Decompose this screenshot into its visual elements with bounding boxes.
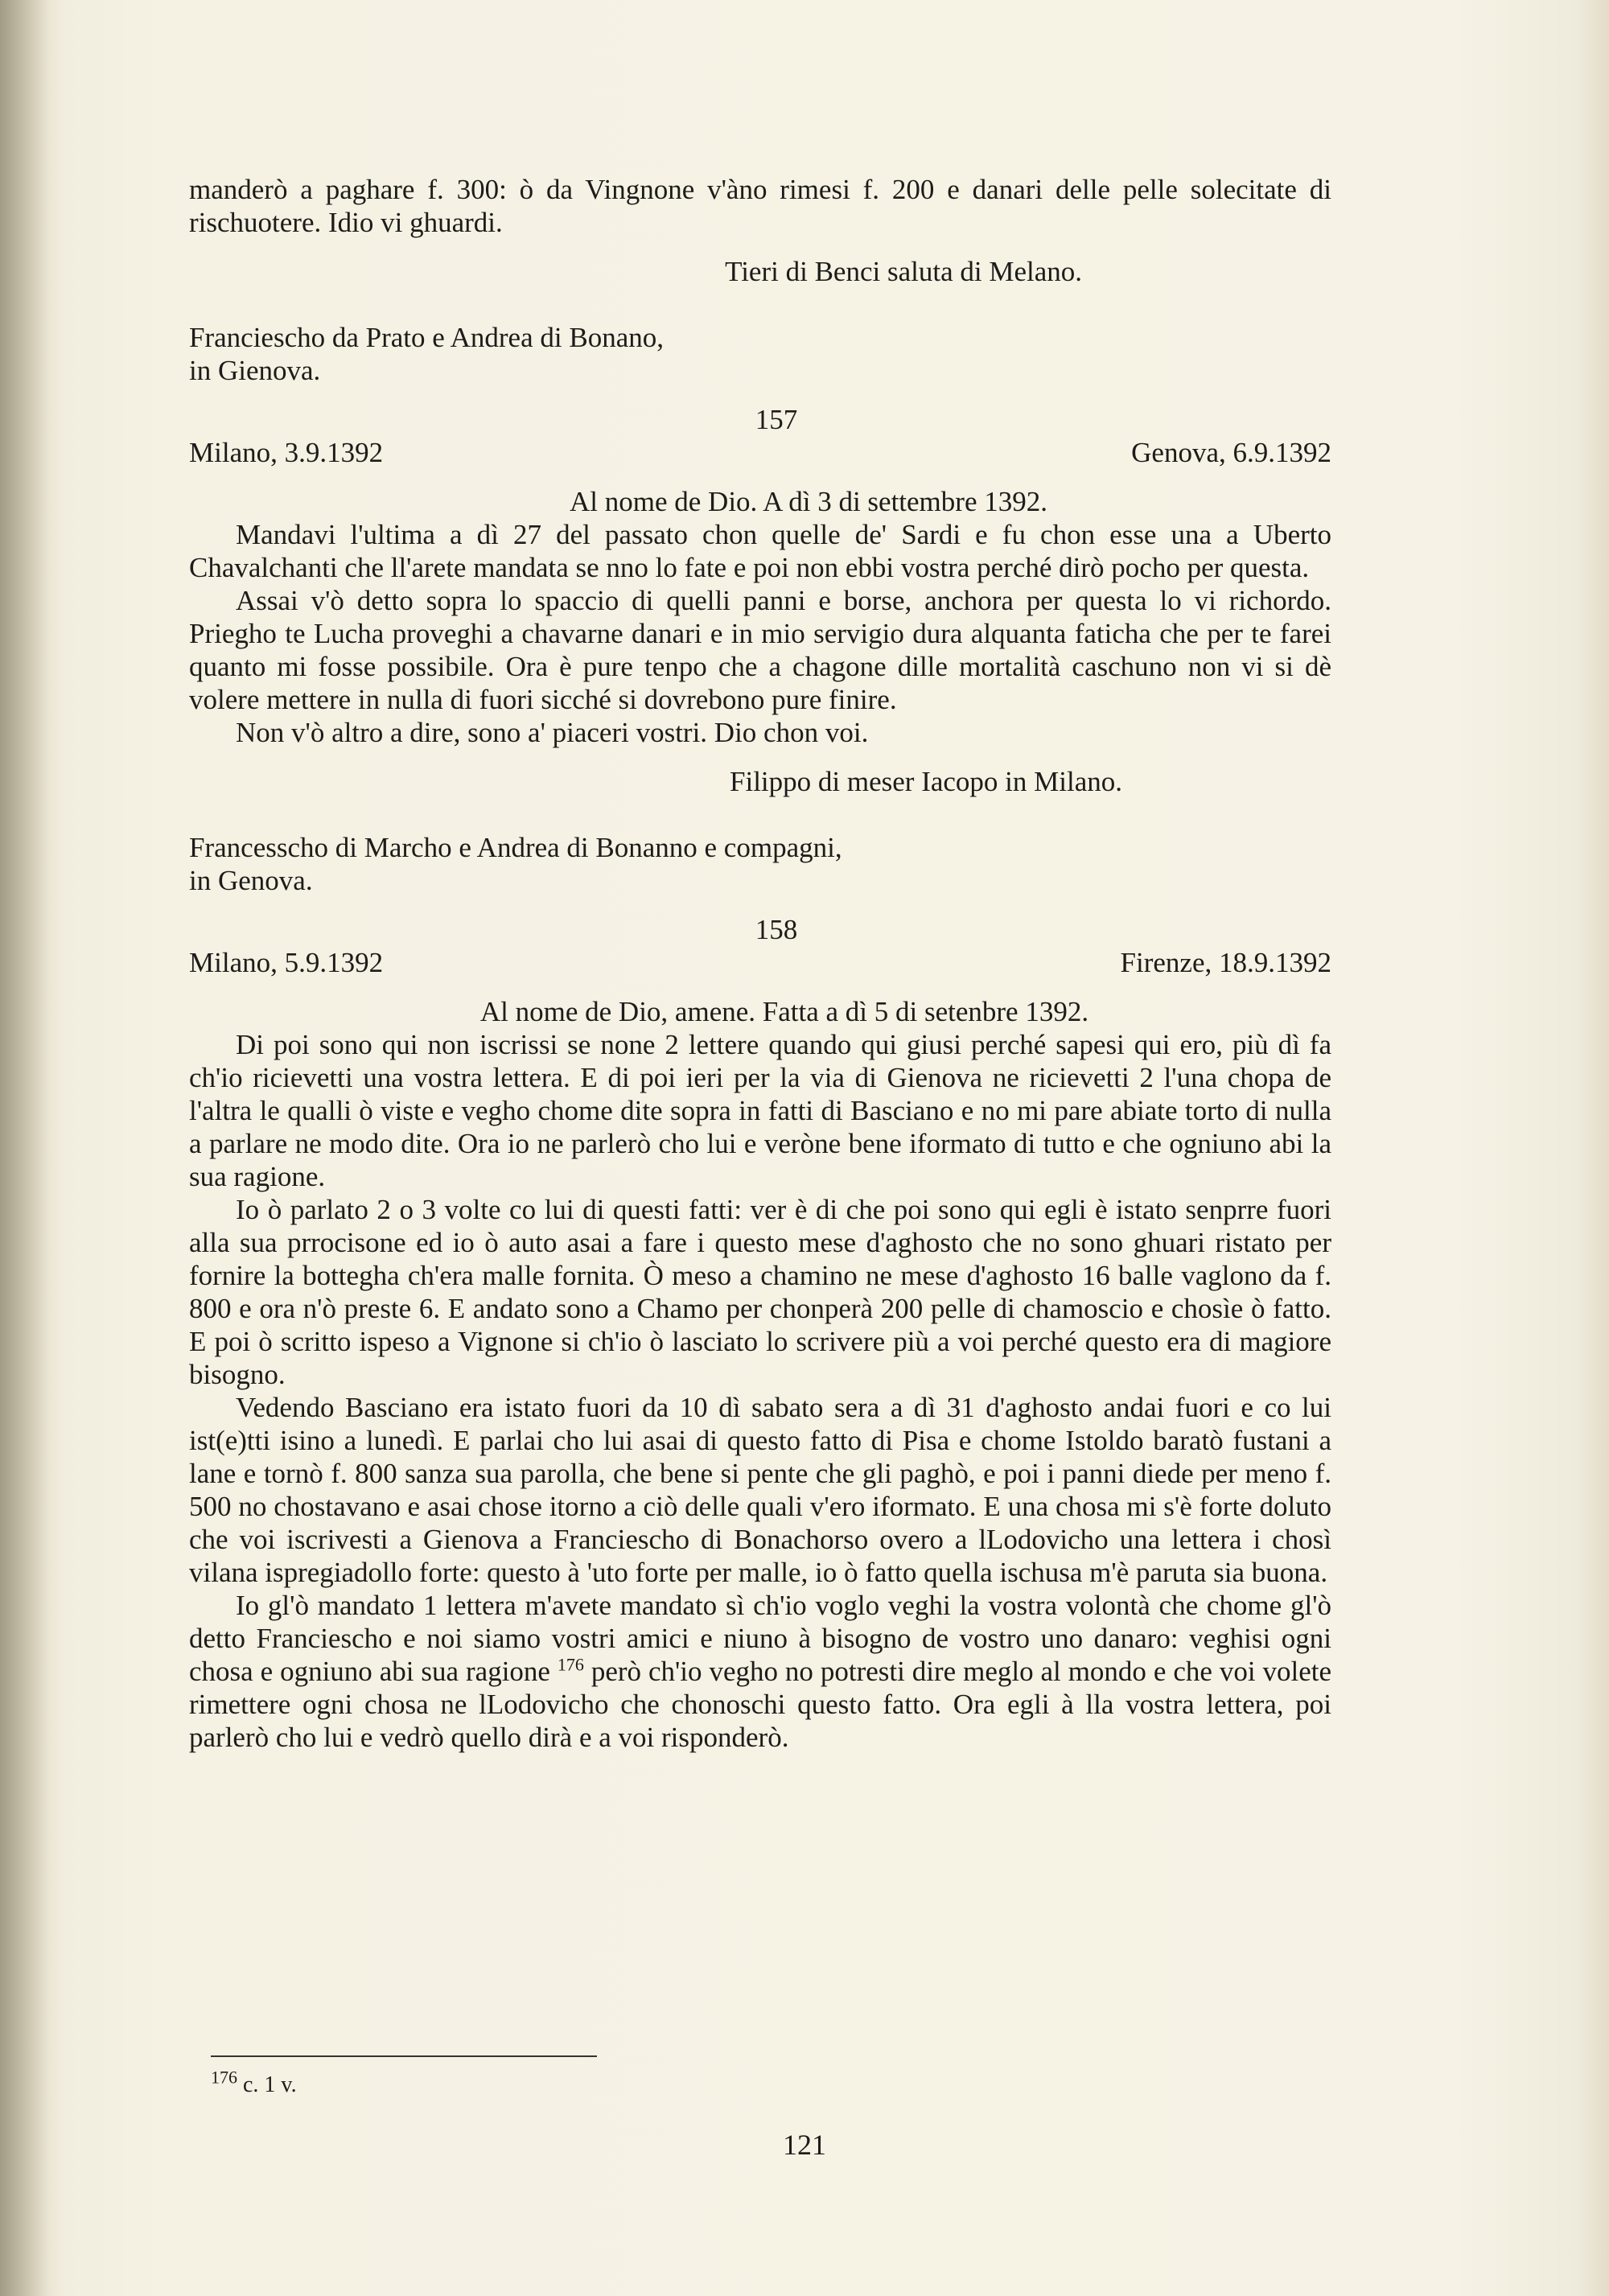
letter-157-paragraph-3: Non v'ò altro a dire, sono a' piaceri vostri. Dio chon voi. (236, 717, 869, 748)
letter-157-destination: Genova, 6.9.1392 (1131, 437, 1331, 468)
letter-158-paragraph-3: Vedendo Basciano era istato fuori da 10 dì sabato sera a dì 31 d'aghosto andai fuori e co lui ist(e)tti isino a lunedì. E parlai cho lui asai di questo fatto di Pisa e chome Istoldo baratò fustani a lane e tornò f. 800 sanza sua parolla, che bene si pente che gli paghò, e poi i panni diede per meno f. 500 no chostavano e asai chose itorno a ciò delle quali v'ero iformato. E una chosa mi s'è forte doluto che voi iscrivesti a Gienova a Franciescho di Bonachorso overo a lLodovicho una lettera i chosì vilana ispregiadollo forte: questo à 'uto forte per malle, io ò fatto quella ischusa m'è paruta sia buona. (189, 1392, 1331, 1588)
main-text (189, 173, 1331, 1754)
letter-158-number: 158 (755, 914, 798, 945)
letter-158-paragraph-2: Io ò parlato 2 o 3 volte co lui di questi fatti: ver è di che poi sono qui egli è istato senprre fuori alla sua prrocisone ed io ò auto asai a fare i questo mese d'aghosto che no sono ghuari ristato per fornire la bottegha ch'era malle fornita. Ò meso a chamino ne mese d'aghosto 16 balle vaglono da f. 800 e ora n'ò preste 6. E andato sono a Chamo per chonperà 200 pelle di chamoscio e chosìe ò fatto. E poi ò scritto ispeso a Vignone si ch'io ò lasciato lo scrivere più a voi perché questo era di magiore bisogno. (189, 1194, 1331, 1390)
letter-157-paragraph-1: Mandavi l'ultima a dì 27 del passato chon quelle de' Sardi e fu chon esse una a Uberto Chavalchanti che ll'arete mandata se nno lo fate e poi non ebbi vostra perché dirò pocho per questa. (189, 519, 1331, 583)
letter-157-origin: Milano, 3.9.1392 (189, 437, 384, 468)
footnote (211, 2067, 297, 2099)
letter-158-origin: Milano, 5.9.1392 (189, 947, 384, 978)
letter-157-address-line-2: in Genova. (189, 865, 313, 896)
footnote-rule (211, 2055, 597, 2057)
letter-158-salutation: Al nome de Dio, amene. Fatta a dì 5 di setenbre 1392. (479, 996, 1089, 1027)
letter-157-number: 157 (755, 404, 798, 435)
page-number: 121 (783, 2129, 826, 2161)
opening-address-line-1: Franciescho da Prato e Andrea di Bonano, (189, 322, 664, 353)
gutter-shadow (0, 0, 48, 2296)
opening-paragraph: manderò a paghare f. 300: ò da Vingnone v'àno rimesi f. 200 e danari delle pelle solecitate di rischuotere. Idio vi ghuardi. (189, 174, 1331, 238)
opening-address-line-2: in Gienova. (189, 355, 321, 386)
letter-157-paragraph-2: Assai v'ò detto sopra lo spaccio di quelli panni e borse, anchora per questa lo vi richordo. Priegho te Lucha proveghi a chavarne danari e in mio servigio dura alquanta faticha che per te farei quanto mi fosse possibile. Ora è pure tenpo che a chagone dille mortalità caschuno non vi si dè volere mettere in nulla di fuori sicché si dovrebono pure finire. (189, 585, 1331, 715)
letter-158-paragraph-4 (189, 1589, 1331, 1754)
letter-157-signature: Filippo di meser Iacopo in Milano. (730, 766, 1122, 797)
letter-158-destination: Firenze, 18.9.1392 (1120, 947, 1331, 978)
letter-157-header (189, 436, 1331, 469)
letter-158-header (189, 946, 1331, 979)
letter-158-paragraph-4-part-2: però ch'io vegho no potresti dire meglo al mondo e che voi volete rimettere ogni chosa ne lLodovicho che chonoschi questo fatto. Ora egli à lla vostra lettera, poi parlerò cho lui e vedrò quello dirà e a voi risponderò. (189, 1656, 1332, 1753)
letter-158-paragraph-4-part-1: Io gl'ò mandato 1 lettera m'avete mandato sì ch'io voglo veghi la vostra volontà che chome gl'ò detto Franciescho e noi siamo vostri amici e niuno à bisogno de vostro uno danaro: veghisi ogni chosa e ogniuno abi sua ragione (189, 1590, 1331, 1687)
letter-158-paragraph-1: Di poi sono qui non iscrissi se none 2 lettere quando qui giusi perché sapesi qui ero, più dì fa ch'io ricievetti una vostra lettera. E di poi ieri per la via di Gienova ne ricievetti 2 l'una chopa de l'altra le qualli ò viste e vegho chome dite sopra in fatti di Basciano e no mi pare abiate torto di nulla a parlare ne modo dite. Ora io ne parlerò cho lui e veròne bene iformato di tutto e che ogniuno abi la sua ragione. (189, 1029, 1331, 1192)
opening-signature: Tieri di Benci saluta di Melano. (725, 256, 1082, 287)
letter-157-address-line-1: Francesscho di Marcho e Andrea di Bonanno e compagni, (189, 832, 842, 863)
footnote-reference[interactable]: 176 (557, 1654, 584, 1675)
footnote-text: c. 1 v. (243, 2072, 297, 2097)
letter-157-salutation: Al nome de Dio. A dì 3 di settembre 1392. (570, 486, 1047, 517)
footnote-marker: 176 (211, 2067, 237, 2088)
